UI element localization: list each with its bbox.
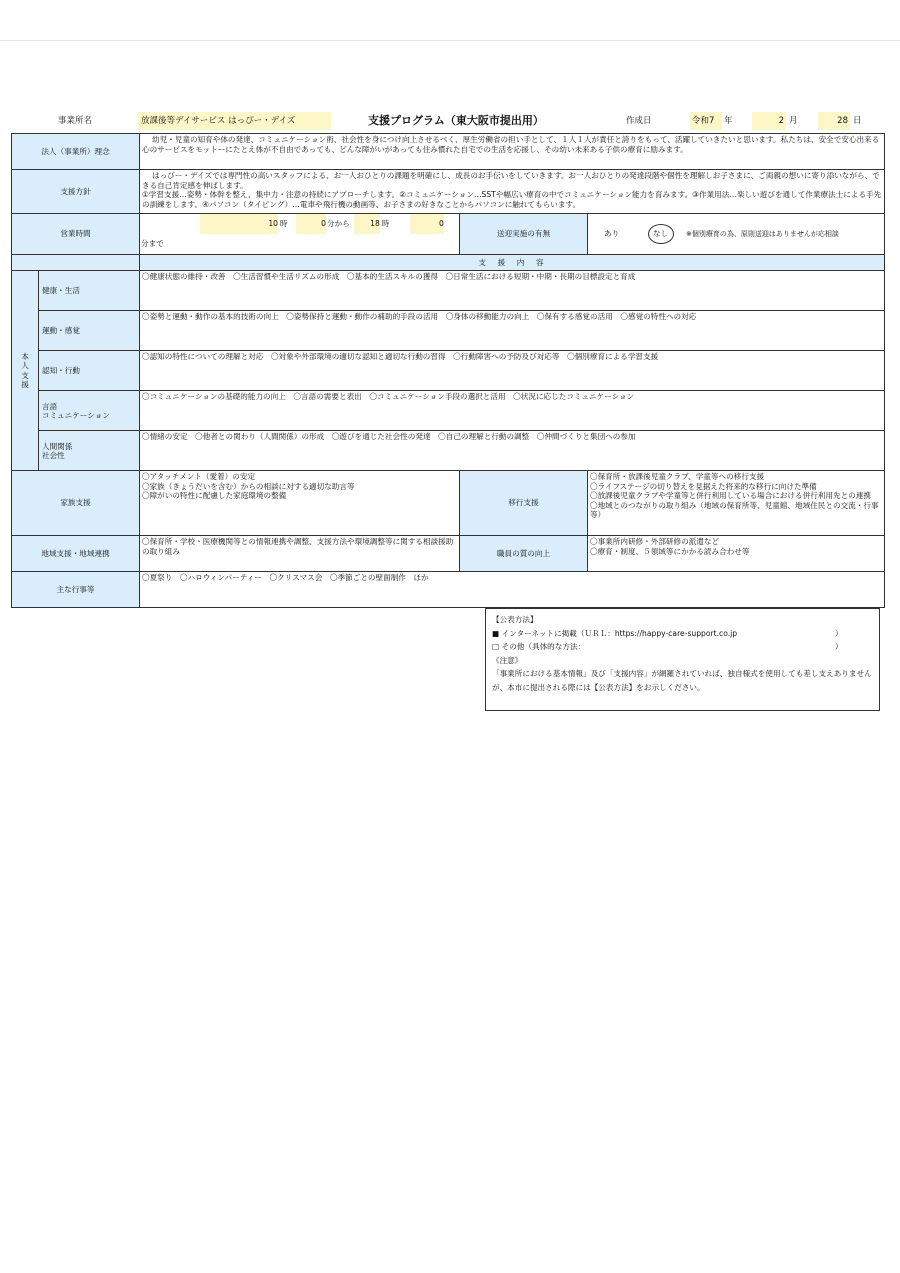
transition-label: 移行支援 xyxy=(460,471,588,536)
from-unit: 分から xyxy=(327,219,350,228)
person-support-group-label: 本 人 支 援 xyxy=(12,271,39,471)
philosophy-row xyxy=(12,134,885,170)
person-row-5 xyxy=(12,431,885,471)
publication-title: 【公表方法】 xyxy=(492,615,538,624)
support-program-table xyxy=(11,133,885,608)
start-minute: 0 xyxy=(296,214,326,234)
internet-close-paren: ） xyxy=(835,628,843,638)
date-era: 令和7 xyxy=(690,112,722,130)
page-title: 支援プログラム（東大阪市提出用） xyxy=(368,114,544,127)
support-header-row xyxy=(12,255,885,271)
internet-checkbox: ■ xyxy=(492,628,500,638)
philosophy-text: 幼児・児童の知育や体の発達、コミュニケーション術、社会性を身につけ向上させるべく、厚生労働省の担い手として、１人１人が責任と誇りをもって、活躍していきたいと思います。私たちは、安全で安心出来る心のサービスをモットーにたとえ体が不自由であっても、どんな障がいがあっても住み慣れた自宅での生活を応援し、その幼い未来ある子供の療育に励みます。 xyxy=(140,134,885,170)
publication-other-line xyxy=(492,640,873,654)
staff-label: 職員の質の向上 xyxy=(460,536,588,572)
person-row-1 xyxy=(12,271,885,311)
start-hour: 10 xyxy=(200,214,278,234)
note-title: 《注意》 xyxy=(492,655,523,665)
other-text: その他（具体的な方法： xyxy=(501,642,586,652)
family-transition-row xyxy=(12,471,885,536)
person-item-text-2: 〇姿勢と運動・動作の基本的技術の向上 〇姿勢保持と運動・動作の補助的手段の活用 〇身体の移動能力の向上 〇保有する感覚の活用 〇感覚の特性への対応 xyxy=(140,311,885,351)
hours-values xyxy=(140,214,460,255)
family-text: 〇アタッチメント（愛着）の安定 〇家族（きょうだいを含む）からの相談に対する適切な助言等 〇障がいの特性に配慮した家庭環境の整備 xyxy=(140,471,460,536)
end-minute: 0 xyxy=(410,214,444,234)
hour-unit-1: 時 xyxy=(280,219,288,228)
events-label: 主な行事等 xyxy=(12,572,140,608)
date-month: 2 xyxy=(752,112,786,130)
office-label: 事業所名 xyxy=(58,116,93,126)
philosophy-label: 法人（事業所）理念 xyxy=(12,134,140,170)
person-item-label-4: 言語 コミュニケーション xyxy=(39,391,140,431)
person-item-text-1: 〇健康状態の維持・改善 〇生活習慣や生活リズムの形成 〇基本的生活スキルの獲得 〇日常生活における短期・中期・長期の目標設定と育成 xyxy=(140,271,885,311)
transition-text: 〇保育所・放課後児童クラブ、学童等への移行支援 〇ライフステージの切り替えを見据えた将来的な移行に向けた準備 〇放課後児童クラブや学童等と併行利用している場合における併行利用先との連携 〇地域とのつながりの取り組み（地域の保育所等、児童館、地域住民との交流・行事等） xyxy=(588,471,885,536)
support-header: 支 援 内 容 xyxy=(140,255,885,271)
person-row-3 xyxy=(12,351,885,391)
community-staff-row xyxy=(12,536,885,572)
transport-note: ※個別療育の為、原則送迎はありませんが応相談 xyxy=(686,230,839,238)
month-unit: 月 xyxy=(789,116,798,126)
person-item-text-5: 〇情緒の安定 〇他者との関わり（人間関係）の形成 〇遊びを通じた社会性の発達 〇自己の理解と行動の調整 〇仲間づくりと集団への参加 xyxy=(140,431,885,471)
person-item-text-4: 〇コミュニケーションの基礎的能力の向上 〇言語の需要と表出 〇コミュニケーション手段の選択と活用 〇状況に応じたコミュニケーション xyxy=(140,391,885,431)
person-item-label-3: 認知・行動 xyxy=(39,351,140,391)
staff-text: 〇事業所内研修・外部研修の派遣など 〇療育・制度、５領域等にかかる読み合わせ等 xyxy=(588,536,885,572)
person-row-2 xyxy=(12,311,885,351)
end-hour: 18 xyxy=(354,214,380,234)
policy-row xyxy=(12,170,885,214)
day-unit: 日 xyxy=(853,116,862,126)
hour-unit-2: 時 xyxy=(381,219,390,228)
office-name: 放課後等デイサービス はっぴー・デイズ xyxy=(138,112,331,130)
person-item-label-5: 人間関係 社会性 xyxy=(39,431,140,471)
community-text: 〇保育所・学校・医療機関等との情報連携や調整、支援方法や環境調整等に関する相談援助の取り組み xyxy=(140,536,460,572)
publication-box xyxy=(485,608,880,711)
events-row xyxy=(12,572,885,608)
person-item-label-2: 運動・感覚 xyxy=(39,311,140,351)
internet-text: インターネットに掲載（ＵＲＬ：https://happy-care-support.co.jp xyxy=(501,628,738,638)
date-label: 作成日 xyxy=(626,116,652,126)
year-unit: 年 xyxy=(724,116,733,126)
policy-text: はっぴー・デイズでは専門性の高いスタッフによる、お一人おひとりの課題を明確にし、成長のお手伝いをしていきます。お一人おひとりの発達段階や個性を理解しお子さまに、ご両親の想いに寄り添いながら、できる自己肯定感を伸ばします。 ①学習支援…姿勢・体幹を整え、集中力・注意の持続にアプローチします。②コミュニケーション…SSTや幅広い療育の中でコミュニケーション能力を育みます。③作業用法…楽しい遊びを通して作業療法士による手先の訓練をします。④パソコン（タイピング）…電車や飛行機の動画等、お子さまの好きなことからパソコンに触れてもらいます。 xyxy=(140,170,885,214)
transport-label: 送迎実施の有無 xyxy=(460,214,588,255)
policy-label: 支援方針 xyxy=(12,170,140,214)
top-divider xyxy=(0,40,900,41)
person-row-4 xyxy=(12,391,885,431)
hours-label: 営業時間 xyxy=(12,214,140,255)
publication-internet-line xyxy=(492,627,873,641)
note-text: 「事業所における基本情報」及び「支援内容」が網羅されていれば、独自様式を使用しても差し支えありませんが、本市に提出される際には【公表方法】をお示しください。 xyxy=(492,669,872,693)
hours-row xyxy=(12,214,885,255)
other-close-paren: ） xyxy=(835,642,843,652)
person-item-text-3: 〇認知の特性についての理解と対応 〇対象や外部環境の適切な認知と適切な行動の習得 〇行動障害への予防及び対応等 〇個別療育による学習支援 xyxy=(140,351,885,391)
family-label: 家族支援 xyxy=(12,471,140,536)
support-header-spacer xyxy=(12,255,140,271)
other-checkbox: □ xyxy=(492,642,500,652)
transport-yes: あり xyxy=(604,229,620,238)
transport-options xyxy=(588,214,885,255)
until-unit: 分まで xyxy=(141,239,164,248)
date-day: 28 xyxy=(818,112,850,130)
transport-no-circled: なし xyxy=(648,224,674,244)
person-item-label-1: 健康・生活 xyxy=(39,271,140,311)
events-text: 〇夏祭り 〇ハロウィンパーティー 〇クリスマス会 〇季節ごとの壁面制作 ほか xyxy=(140,572,885,608)
community-label: 地域支援・地域連携 xyxy=(12,536,140,572)
